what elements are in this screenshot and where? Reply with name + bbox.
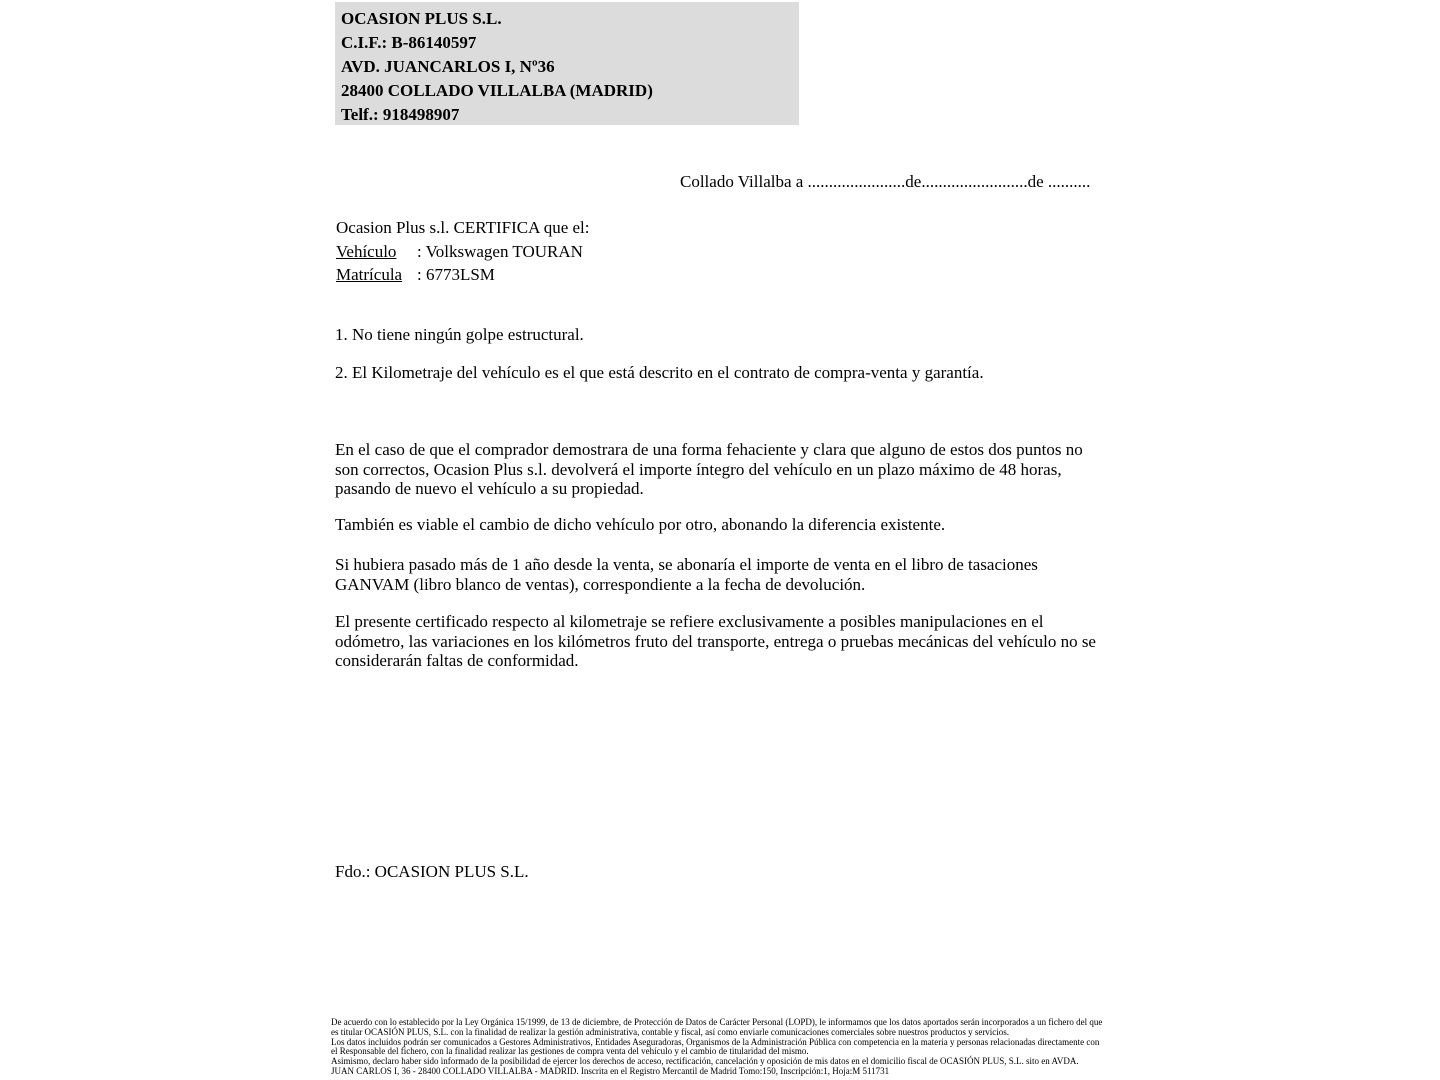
certify-intro: Ocasion Plus s.l. CERTIFICA que el:	[336, 218, 590, 237]
footer-paragraph-rights: Asimismo, declaro haber sido informado de la posibilidad de ejercer los derechos de acceso, rectificación, cancelación y oposición de mis datos en el domicilio fiscal de OCASIÓN PLUS, S.L. sito en AVDA. JUAN CARLOS I, 36 - 28400 COLLADO VILLALBA - MADRID. Inscrita en el Registro Mercantil de Madrid Tomo:150, Inscripción:1, Hoja:M 511731	[331, 1056, 1079, 1076]
date-line: Collado Villalba a .......................de.........................de ..........	[680, 172, 1091, 191]
company-address: AVD. JUANCARLOS I, Nº36	[341, 57, 555, 76]
plate-label: Matrícula	[336, 265, 403, 284]
paragraph-ganvam: Si hubiera pasado más de 1 año desde la venta, se abonaría el importe de venta en el libro de tasaciones GANVAM (libro blanco de ventas), correspondiente a la fecha de devolución.	[335, 555, 1038, 594]
paragraph-odometer: El presente certificado respecto al kilometraje se refiere exclusivamente a posibles manipulaciones en el odómetro, las variaciones en los kilómetros fruto del transporte, entrega o pruebas mecánicas del vehículo no se considerarán faltas de conformidad.	[335, 612, 1096, 670]
footer-paragraph-lopd: De acuerdo con lo establecido por la Ley Orgánica 15/1999, de 13 de diciembre, de Protección de Datos de Carácter Personal (LOPD), le informamos que los datos aportados serán incorporados a un fichero del que es titular OCASIÓN PLUS, S.L. con la finalidad de realizar la gestión administrativa, contable y fiscal, así como enviarle comunicaciones comerciales sobre nuestros productos y servicios.	[331, 1017, 1103, 1037]
vehicle-label: Vehículo	[336, 241, 397, 261]
legal-footer	[331, 1018, 1103, 1077]
signature-line: Fdo.: OCASION PLUS S.L.	[335, 862, 529, 881]
plate-label-cell	[336, 263, 417, 287]
vehicle-row	[336, 240, 590, 264]
vehicle-value: : Volkswagen TOURAN	[417, 241, 583, 261]
condition-2: 2. El Kilometraje del vehículo es el que está descrito en el contrato de compra-venta y garantía.	[335, 363, 984, 382]
footer-paragraph-data-sharing: Los datos incluidos podrán ser comunicados a Gestores Administrativos, Entidades Aseguradoras, Organismos de la Administración Pública con competencia en la materia y personas relacionadas directamente con el Responsable del fichero, con la finalidad realizar las gestiones de compra venta del vehículo y el cambio de titularidad del mismo.	[331, 1036, 1100, 1057]
condition-1: 1. No tiene ningún golpe estructural.	[335, 325, 584, 344]
certify-block	[336, 216, 590, 287]
company-header-block	[335, 2, 799, 125]
company-phone: Telf.: 918498907	[341, 105, 460, 124]
plate-value: : 6773LSM	[417, 265, 495, 284]
plate-row	[336, 263, 590, 287]
paragraph-exchange: También es viable el cambio de dicho vehículo por otro, abonando la diferencia existente.	[335, 515, 946, 534]
paragraph-refund: En el caso de que el comprador demostrara de una forma fehaciente y clara que alguno de estos dos puntos no son correctos, Ocasion Plus s.l. devolverá el importe íntegro del vehículo en un plazo máximo de 48 horas, pasando de nuevo el vehículo a su propiedad.	[335, 440, 1083, 498]
company-name: OCASION PLUS S.L.	[341, 9, 502, 28]
company-city: 28400 COLLADO VILLALBA (MADRID)	[341, 81, 653, 100]
company-cif: C.I.F.: B-86140597	[341, 33, 477, 52]
vehicle-label-cell	[336, 240, 417, 264]
